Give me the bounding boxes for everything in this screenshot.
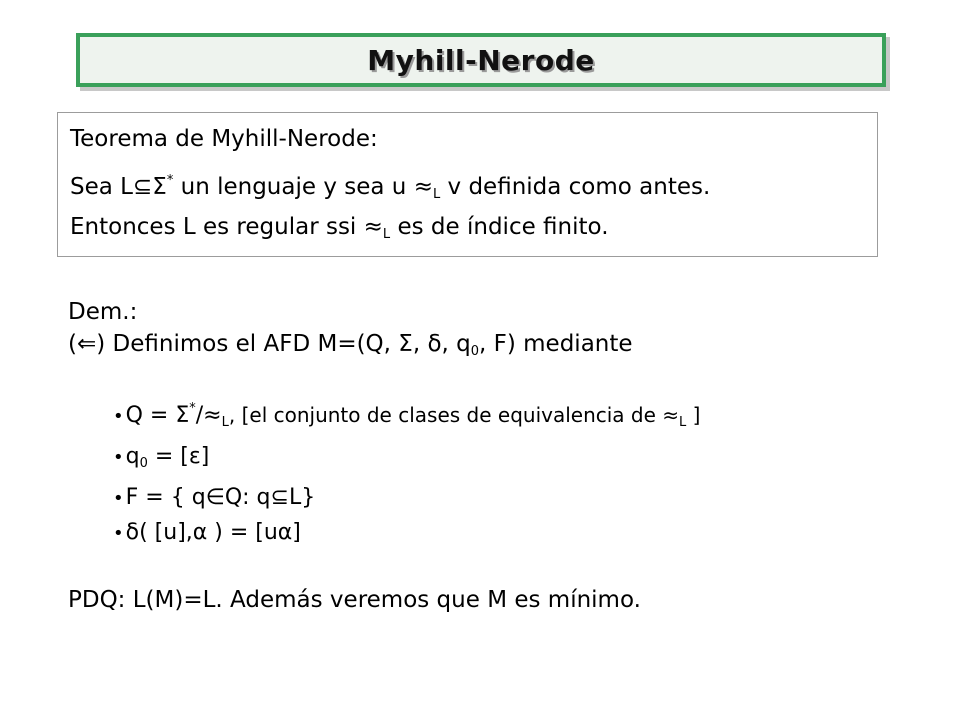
list-item: [113, 392, 700, 440]
kleene-star: *: [166, 173, 174, 188]
theorem-statement-line-1: [70, 165, 877, 211]
text-fragment: es de índice finito.: [390, 214, 609, 240]
list-item: [113, 481, 700, 516]
text-fragment: /≈: [195, 403, 222, 428]
text-fragment: un lenguaje y sea u: [173, 174, 414, 200]
sigma-symbol: Σ: [152, 174, 167, 200]
text-fragment: ) Definimos el AFD M=(Q, Σ, δ, q: [96, 331, 471, 357]
subscript-0: 0: [139, 456, 148, 471]
approx-symbol: ≈: [363, 214, 383, 240]
proof-section: [68, 296, 633, 368]
subscript-0: 0: [470, 344, 480, 359]
proof-label: Dem.:: [68, 299, 138, 325]
text-fragment: Q = Σ: [125, 403, 190, 428]
approx-symbol: ≈: [413, 174, 433, 200]
subscript-L: L: [679, 415, 687, 430]
bullet-icon: •: [113, 523, 124, 544]
subset-symbol: ⊆: [132, 174, 153, 200]
text-fragment: F = { q∈Q: q⊆L}: [125, 485, 316, 510]
theorem-statement-line-2: [70, 211, 877, 251]
left-double-arrow-icon: ⇐: [76, 331, 97, 357]
text-fragment: ]: [686, 403, 701, 427]
text-fragment: q: [125, 444, 140, 469]
bullet-icon: •: [113, 406, 124, 427]
bullet-icon: •: [113, 447, 124, 468]
text-fragment: (: [68, 331, 77, 357]
subscript-L: L: [382, 227, 391, 242]
text-fragment: , F) mediante: [479, 331, 633, 357]
bullet-icon: •: [113, 488, 124, 509]
slide-title: Myhill-Nerode: [367, 43, 595, 77]
list-item: [113, 516, 700, 551]
theorem-heading: Teorema de Myhill-Nerode:: [70, 126, 378, 152]
list-item: [113, 440, 700, 481]
kleene-star: *: [189, 401, 196, 416]
text-fragment: δ( [u],α ) = [uα]: [125, 520, 301, 545]
title-banner: [76, 33, 886, 87]
text-fragment: v definida como antes.: [440, 174, 711, 200]
text-fragment: , [el conjunto de clases de equivalencia de ≈: [228, 403, 680, 427]
proof-direction-line: [68, 328, 633, 368]
text-fragment: Sea L: [70, 174, 133, 200]
subscript-L: L: [432, 187, 441, 202]
subscript-L: L: [221, 415, 229, 430]
text-fragment: Entonces L es regular ssi: [70, 214, 364, 240]
pdq-statement: PDQ: L(M)=L. Además veremos que M es mínimo.: [68, 587, 641, 613]
definition-list: [113, 392, 700, 551]
text-fragment: = [ε]: [147, 444, 210, 469]
theorem-box: [57, 112, 878, 257]
